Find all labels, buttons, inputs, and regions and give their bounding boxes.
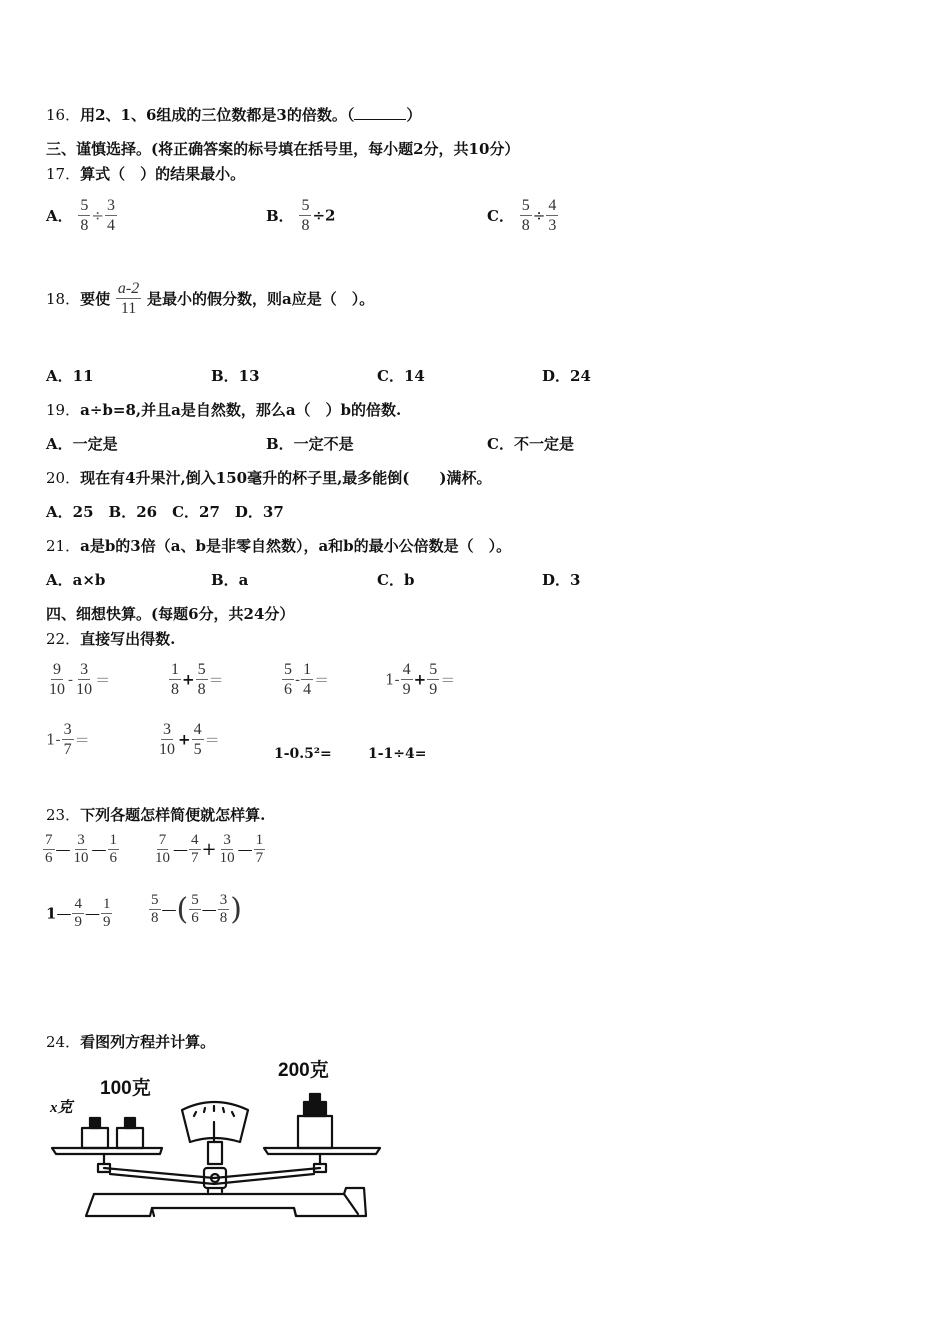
question-20: 20．现在有4升果汁,倒入150毫升的杯子里,最多能倒( )满杯。 — [46, 469, 492, 487]
q21-option-a[interactable]: A．a×b — [46, 571, 106, 589]
q18-option-b[interactable]: B．13 — [211, 367, 260, 385]
q22-expr-6: $\frac{3}{10}$ + $\frac{4}{5}$ ＝ — [159, 721, 220, 758]
q22-expr-5: 1- $\frac{3}{7}$ ＝ — [46, 721, 90, 758]
question-24: 24．看图列方程并计算。 — [46, 1033, 216, 1051]
q17-c-label: C． — [487, 207, 514, 225]
answer-blank[interactable] — [354, 107, 406, 120]
section-4-heading: 四、细想快算。(每题6分，共24分） — [46, 605, 295, 623]
q22-expr-2: $\frac{1}{8}$ + $\frac{5}{8}$ ＝ — [171, 661, 224, 698]
q16-close: ） — [406, 106, 422, 124]
q17-text: 算式（ ）的结果最小。 — [80, 165, 246, 183]
q23-expr-1: $\frac{7}{6}$ — $\frac{3}{10}$ — $\frac{1}{6}$ — [45, 832, 117, 866]
q22-expr-4: 1- $\frac{4}{9}$ + $\frac{5}{9}$ ＝ — [385, 661, 456, 698]
q19-option-b[interactable]: B．一定不是 — [266, 435, 354, 453]
q17-number: 17． — [46, 165, 81, 183]
200-gram-label: 200克 — [278, 1060, 329, 1081]
question-22: 22．直接写出得数. — [46, 630, 176, 648]
fraction: $\frac{4}{3}$ — [548, 197, 557, 234]
q23-expr-2: $\frac{7}{10}$ — $\frac{4}{7}$ + $\frac{3}{10}$ — $\frac{1}{7}$ — [155, 832, 264, 866]
balance-scale-icon — [44, 1056, 389, 1226]
balance-scale-figure — [44, 1056, 389, 1226]
q22-expr-3: $\frac{5}{6}$ - $\frac{1}{4}$ ＝ — [284, 661, 330, 698]
fraction-a-minus-2-over-11: $\frac{a-2}{11}$ — [117, 280, 140, 317]
q22-expr-8: 1-1÷4= — [368, 746, 427, 762]
q22-expr-1: $\frac{9}{10}$ - $\frac{3}{10}$ ＝ — [49, 661, 111, 698]
question-18: 18．要使 $\frac{a-2}{11}$ 是最小的假分数，则a应是（ ）。 — [46, 280, 375, 317]
q16-text: 用2、1、6组成的三位数都是3的倍数。（ — [80, 106, 355, 124]
q21-option-d[interactable]: D．3 — [542, 571, 581, 589]
q21-option-b[interactable]: B．a — [211, 571, 249, 589]
100-gram-label: 100克 — [100, 1078, 151, 1099]
q19-option-a[interactable]: A．一定是 — [46, 435, 118, 453]
q22-expr-7: 1-0.5²= — [274, 746, 332, 762]
q16-number: 16． — [46, 106, 81, 124]
section-3-heading: 三、谨慎选择。(将正确答案的标号填在括号里，每小题2分，共10分） — [46, 140, 520, 158]
question-17 — [46, 163, 245, 184]
q17-option-c[interactable]: C． $\frac{5}{8}$ ÷ $\frac{4}{3}$ — [487, 197, 557, 234]
question-21: 21．a是b的3倍（a、b是非零自然数），a和b的最小公倍数是（ ）。 — [46, 537, 512, 555]
q18-option-d[interactable]: D．24 — [542, 367, 591, 385]
q17-a-label: A． — [46, 207, 73, 225]
fraction: $\frac{5}{8}$ — [80, 197, 89, 234]
question-16 — [46, 104, 421, 125]
q21-option-c[interactable]: C．b — [377, 571, 415, 589]
fraction: $\frac{5}{8}$ — [301, 197, 310, 234]
x-gram-label: x克 — [50, 1100, 73, 1116]
question-23: 23．下列各题怎样简便就怎样算. — [46, 806, 266, 824]
q17-option-a[interactable]: A． $\frac{5}{8}$ ÷ $\frac{3}{4}$ — [46, 197, 115, 234]
q18-option-a[interactable]: A．11 — [46, 367, 94, 385]
fraction: $\frac{5}{8}$ — [521, 197, 530, 234]
fraction: $\frac{3}{4}$ — [107, 197, 115, 234]
q17-b-label: B． — [266, 207, 294, 225]
q18-option-c[interactable]: C．14 — [377, 367, 425, 385]
q23-expr-4: $\frac{5}{8}$ —( $\frac{5}{6}$ — $\frac{3}{8}$ ) — [151, 892, 242, 927]
question-19: 19．a÷b=8,并且a是自然数，那么a（ ）b的倍数. — [46, 401, 402, 419]
q23-expr-3: 1— $\frac{4}{9}$ — $\frac{1}{9}$ — [46, 896, 111, 930]
q20-options[interactable]: A．25 B．26 C．27 D．37 — [46, 503, 284, 521]
q17-option-b[interactable]: B． $\frac{5}{8}$ ÷2 — [266, 197, 336, 234]
q19-option-c[interactable]: C．不一定是 — [487, 435, 574, 453]
